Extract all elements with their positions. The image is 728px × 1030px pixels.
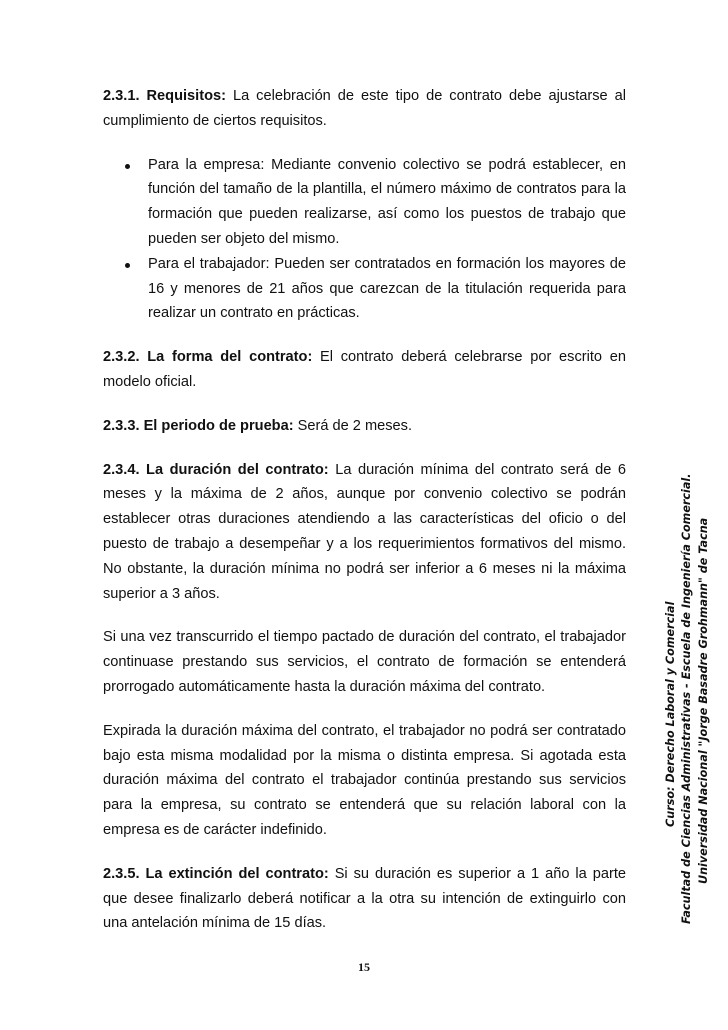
- page-number: 15: [358, 960, 370, 974]
- section-2-3-3-heading: 2.3.3. El periodo de prueba:: [103, 417, 294, 434]
- bullet-icon: [125, 164, 130, 169]
- page-content: [103, 84, 626, 955]
- bullet-icon: [125, 263, 130, 268]
- side-text-faculty: Facultad de Ciencias Administrativas - Escuela de Ingeniería Comercial.: [680, 473, 693, 924]
- requisitos-list: [103, 153, 626, 327]
- section-2-3-2-heading: 2.3.2. La forma del contrato:: [103, 349, 313, 366]
- section-2-3-1-text: La celebración de este tipo de contrato debe ajustarse al cumplimiento de ciertos requisitos.: [103, 88, 627, 129]
- section-2-3-1-heading: 2.3.1. Requisitos:: [103, 88, 226, 104]
- paragraph-expirada: Expirada la duración máxima del contrato, el trabajador no podrá ser contratado bajo esta misma modalidad por la misma o distinta empresa. Si agotada esta duración máxima del contrato el trabajador continúa prestando sus servicios para la empresa, su contrato se entenderá que su relación laboral con la empresa es de carácter indefinido.: [103, 722, 626, 838]
- section-2-3-3-text: Será de 2 meses.: [293, 417, 413, 434]
- list-item-empresa: [103, 153, 626, 252]
- side-text-course: Curso: Derecho Laboral y Comercial: [664, 601, 677, 827]
- section-2-3-2: [103, 345, 626, 395]
- list-item-trabajador: [103, 252, 626, 326]
- list-item-text: Para la empresa: Mediante convenio colectivo se podrá establecer, en función del tamaño de la plantilla, el número máximo de contratos para la formación que pueden realizarse, así como los puestos de trabajo que pueden ser objeto del mismo.: [148, 156, 626, 247]
- section-2-3-4-text: La duración mínima del contrato será de 6 meses y la máxima de 2 años, aunque por convenio colectivo se podrán establecer otras duraciones atendiendo a las características del oficio o del puesto de trabajo a desempeñar y a los requerimientos formativos del mismo. No obstante, la duración mínima no podrá ser inferior a 6 meses ni la máxima superior a 3 años.: [103, 461, 626, 602]
- section-2-3-4-heading: 2.3.4. La duración del contrato:: [103, 461, 329, 478]
- section-2-3-5-text: Si su duración es superior a 1 año la parte que desee finalizarlo deberá notificar a la otra su intención de extinguirlo con una antelación mínima de 15 días.: [103, 865, 626, 932]
- section-2-3-1: [103, 84, 626, 134]
- section-2-3-3: [103, 414, 626, 439]
- section-2-3-4: [103, 458, 626, 607]
- section-2-3-5: [103, 862, 626, 936]
- paragraph-transcurrido: Si una vez transcurrido el tiempo pactado de duración del contrato, el trabajador continuase prestando sus servicios, el contrato de formación se entenderá prorrogado automáticamente hasta la duración máxima del contrato.: [103, 629, 626, 695]
- section-2-3-5-heading: 2.3.5. La extinción del contrato:: [103, 865, 329, 882]
- section-2-3-2-text: El contrato deberá celebrarse por escrito en modelo oficial.: [103, 349, 626, 390]
- side-text-university: Universidad Nacional "Jorge Basadre Grohmann" de Tacna: [697, 517, 710, 884]
- list-item-text: Para el trabajador: Pueden ser contratados en formación los mayores de 16 y menores de 21 años que carezcan de la titulación requerida para realizar un contrato en prácticas.: [148, 255, 626, 322]
